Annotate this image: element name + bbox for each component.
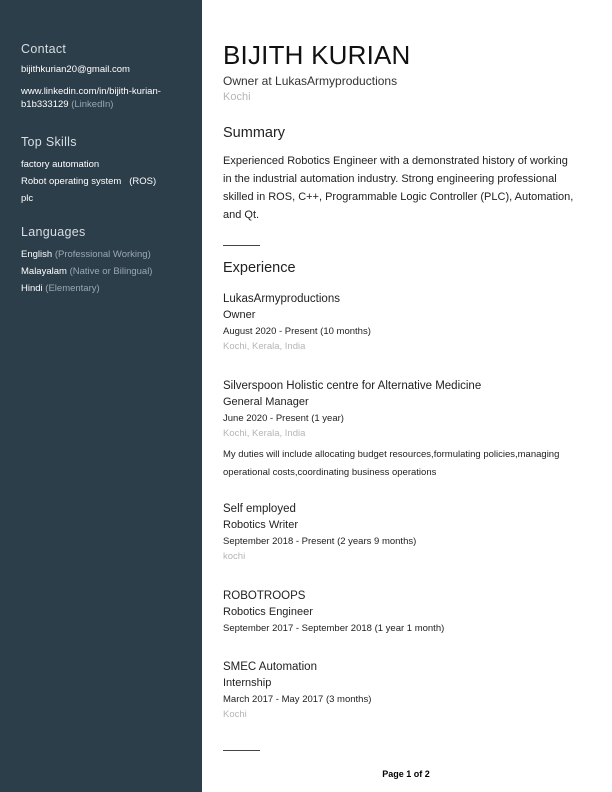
language-level: (Professional Working) xyxy=(54,249,151,260)
job-dates: September 2018 - Present (2 years 9 months) xyxy=(223,536,417,547)
job-dates: September 2017 - September 2018 (1 year 1 month) xyxy=(223,623,445,634)
skill-item: plc xyxy=(21,193,34,204)
skill-item: Robot operating system (ROS) xyxy=(21,176,157,187)
top-skills-heading: Top Skills xyxy=(21,135,77,149)
language-level: (Native or Bilingual) xyxy=(69,266,153,277)
job-role: Robotics Engineer xyxy=(223,606,313,618)
languages-heading: Languages xyxy=(21,225,86,239)
email-link[interactable]: bijithkurian20@gmail.com xyxy=(21,64,130,75)
job-entry xyxy=(223,660,583,721)
job-company: Self employed xyxy=(223,503,296,515)
job-entry xyxy=(223,292,583,353)
job-company: LukasArmyproductions xyxy=(223,293,340,305)
job-location: Kochi xyxy=(223,709,247,720)
language-level: (Elementary) xyxy=(45,283,100,294)
job-company: SMEC Automation xyxy=(223,661,317,673)
profile-name: BIJITH KURIAN xyxy=(223,40,411,70)
language-name: Malayalam xyxy=(21,266,67,277)
linkedin-url-line1: www.linkedin.com/in/bijith-kurian- xyxy=(21,86,161,97)
contact-section xyxy=(21,42,196,115)
contact-heading: Contact xyxy=(21,42,67,56)
job-role: General Manager xyxy=(223,396,309,408)
job-location: Kochi, Kerala, India xyxy=(223,428,306,439)
job-role: Internship xyxy=(223,677,272,689)
job-entry xyxy=(223,379,583,482)
language-name: English xyxy=(21,249,53,260)
page-number: Page 1 of 2 xyxy=(382,769,430,779)
job-role: Robotics Writer xyxy=(223,519,298,531)
linkedin-link[interactable] xyxy=(21,85,196,111)
job-location: kochi xyxy=(223,551,246,562)
profile-headline: Owner at LukasArmyproductions xyxy=(223,74,398,88)
summary-heading: Summary xyxy=(223,125,286,141)
job-description: My duties will include allocating budget resources,formulating policies,managing operational costs,coordinating business operations xyxy=(223,449,560,478)
job-entry xyxy=(223,589,583,635)
language-name: Hindi xyxy=(21,283,43,294)
linkedin-url-line2: b1b333129 xyxy=(21,99,69,110)
summary-text: Experienced Robotics Engineer with a demonstrated history of working in the industrial automation industry. Strong engineering professional skilled in ROS, C++, Programmable Logic Controller (PLC), Automation, and Qt. xyxy=(223,155,574,221)
top-skills-section xyxy=(21,135,196,209)
linkedin-label: (LinkedIn) xyxy=(71,99,114,110)
job-company: Silverspoon Holistic centre for Alternative Medicine xyxy=(223,380,482,392)
section-divider xyxy=(223,750,260,751)
job-role: Owner xyxy=(223,309,256,321)
language-item xyxy=(21,248,196,261)
job-dates: March 2017 - May 2017 (3 months) xyxy=(223,694,372,705)
skill-item: factory automation xyxy=(21,159,100,170)
sidebar xyxy=(0,0,202,792)
job-location: Kochi, Kerala, India xyxy=(223,341,306,352)
job-dates: August 2020 - Present (10 months) xyxy=(223,326,371,337)
experience-heading: Experience xyxy=(223,260,296,276)
section-divider xyxy=(223,245,260,246)
language-item xyxy=(21,282,196,295)
profile-location: Kochi xyxy=(223,91,251,103)
job-company: ROBOTROOPS xyxy=(223,590,306,602)
job-dates: June 2020 - Present (1 year) xyxy=(223,413,344,424)
page-footer xyxy=(0,769,612,779)
language-item xyxy=(21,265,196,278)
languages-section xyxy=(21,225,196,299)
job-entry xyxy=(223,502,583,563)
